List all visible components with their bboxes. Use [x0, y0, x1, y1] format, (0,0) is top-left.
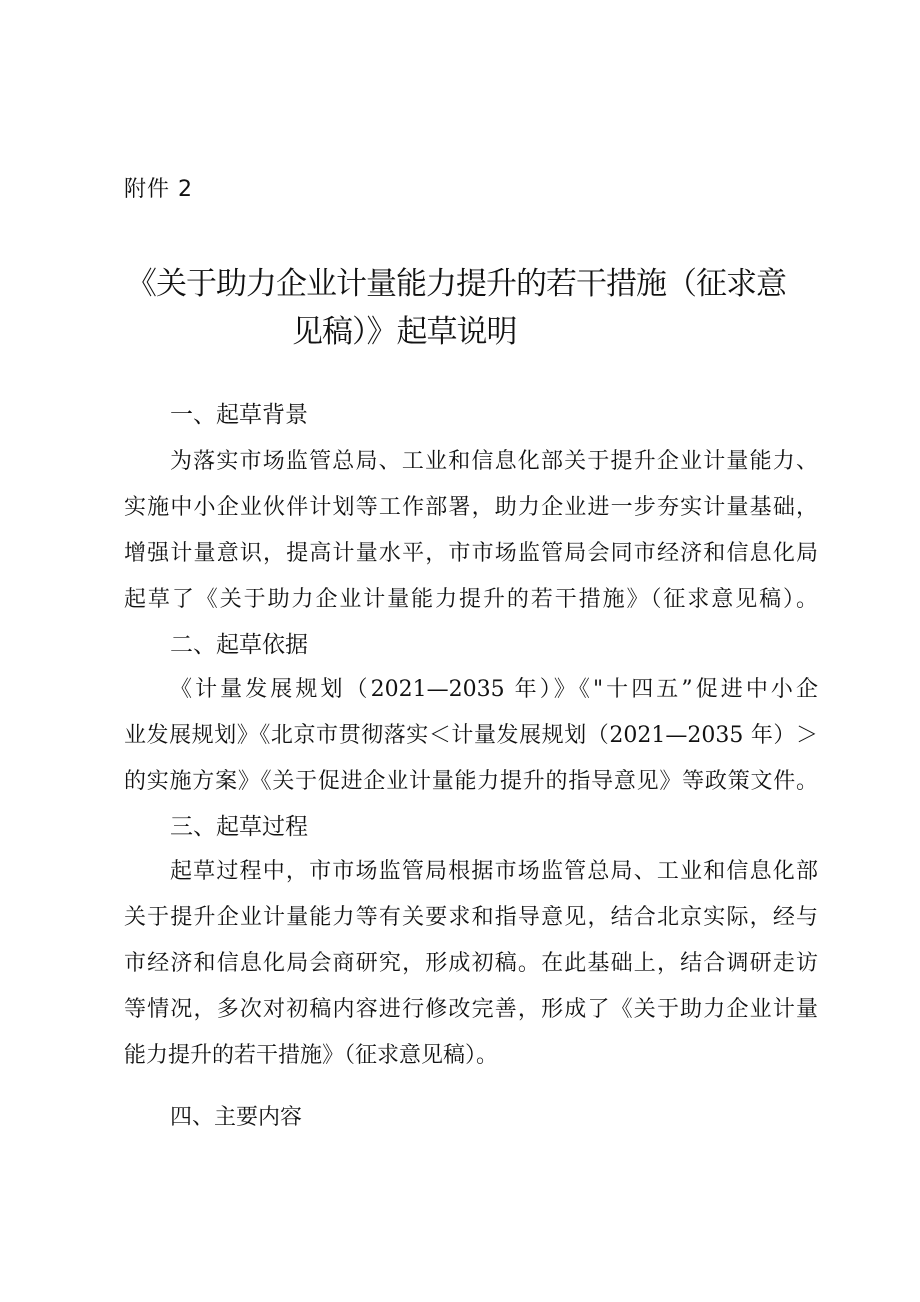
paragraph-line: 增强计量意识，提高计量水平，市市场监管局会同市经济和信息化局 — [124, 541, 818, 566]
paragraph-line: 市经济和信息化局会商研究，形成初稿。在此基础上，结合调研走访 — [124, 951, 818, 976]
section-heading-basis: 二、起草依据 — [170, 632, 308, 658]
attachment-label: 附件 2 — [124, 177, 193, 202]
document-title-line-1: 《关于助力企业计量能力提升的若干措施（征求意 — [126, 266, 786, 302]
paragraph-line: 的实施方案》《关于促进企业计量能力提升的指导意见》等政策文件。 — [124, 769, 818, 794]
paragraph-line: 为落实市场监管总局、工业和信息化部关于提升企业计量能力、 — [170, 449, 818, 474]
section-heading-main-content: 四、主要内容 — [170, 1105, 303, 1130]
paragraph-line: 实施中小企业伙伴计划等工作部署，助力企业进一步夯实计量基础， — [124, 495, 818, 520]
paragraph-line: 能力提升的若干措施》（征求意见稿）。 — [124, 1043, 499, 1068]
paragraph-line: 关于提升企业计量能力等有关要求和指导意见，结合北京实际，经与 — [124, 905, 818, 930]
section-heading-background: 一、起草背景 — [170, 402, 308, 428]
document-title-line-2: 见稿）》起草说明 — [292, 314, 517, 350]
section-heading-process: 三、起草过程 — [170, 814, 308, 840]
paragraph-line: 等情况，多次对初稿内容进行修改完善，形成了《关于助力企业计量 — [124, 997, 818, 1022]
paragraph-line: 起草了《关于助力企业计量能力提升的若干措施》（征求意见稿）。 — [124, 587, 818, 612]
paragraph-line: 业发展规划》《北京市贯彻落实＜计量发展规划（2021—2035 年）＞ — [124, 723, 818, 748]
paragraph-line: 起草过程中，市市场监管局根据市场监管总局、工业和信息化部 — [170, 859, 818, 884]
paragraph-line: 《计量发展规划（2021—2035 年）》《"十四五”促进中小企 — [170, 677, 818, 702]
